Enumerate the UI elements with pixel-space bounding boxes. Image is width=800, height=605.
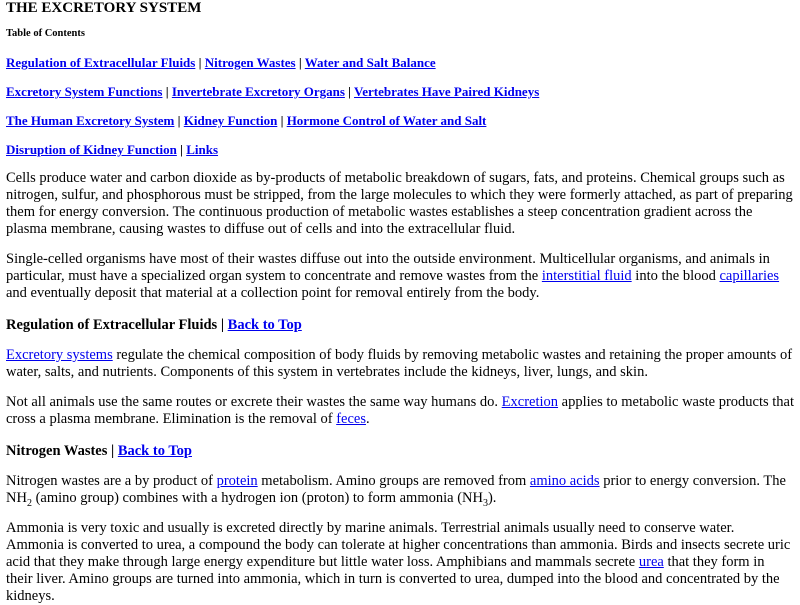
- toc-link-nitrogen[interactable]: Nitrogen Wastes: [204, 55, 296, 70]
- toc-line-3: The Human Excretory System | Kidney Function | Hormone Control of Water and Salt: [6, 113, 487, 128]
- toc-link-water-salt[interactable]: Water and Salt Balance: [304, 55, 436, 70]
- toc-link-human[interactable]: The Human Excretory System: [6, 113, 175, 128]
- nitrogen-paragraph-1: Nitrogen wastes are a by product of protein metabolism. Amino groups are removed from amino acids prior to energy conversion. The $NH_2$ (amino group) combines with a hydrogen ion (proton) to form ammonia $(NH_3)$.: [6, 473, 786, 509]
- toc-link-invertebrate[interactable]: Invertebrate Excretory Organs: [171, 84, 345, 99]
- toc-link-hormone[interactable]: Hormone Control of Water and Salt: [286, 113, 487, 128]
- urea-link[interactable]: urea: [638, 554, 664, 570]
- toc-heading: Table of Contents: [6, 28, 85, 39]
- toc-line-1: Regulation of Extracellular Fluids | Nitrogen Wastes | Water and Salt Balance: [6, 55, 436, 70]
- back-to-top-link[interactable]: Back to Top: [117, 443, 192, 459]
- intro-paragraph-2: Single-celled organisms have most of their wastes diffuse out into the outside environment. Multicellular organisms, and animals in particular, must have a specialized organ system to concentrate and remove wastes from the interstitial fluid into the blood capillaries and eventually deposit that material at a collection point for removal entirely from the body.: [6, 251, 780, 301]
- intro-paragraph-1: Cells produce water and carbon dioxide as by-products of metabolic breakdown of sugars, fats, and proteins. Chemical groups such as nitrogen, sulfur, and phosphorous must be stripped, from the large molecules to which they were formerly attached, as part of preparing them for energy conversion. The continuous production of metabolic wastes establishes a steep concentration gradient across the plasma membrane, causing wastes to diffuse out of cells and into the extracellular fluid.: [6, 170, 793, 237]
- toc-link-regulation[interactable]: Regulation of Extracellular Fluids: [6, 55, 196, 70]
- toc-link-vertebrates[interactable]: Vertebrates Have Paired Kidneys: [354, 84, 540, 99]
- toc-line-4: Disruption of Kidney Function | Links: [6, 142, 219, 157]
- toc-link-functions[interactable]: Excretory System Functions: [6, 84, 163, 99]
- page-title: THE EXCRETORY SYSTEM: [6, 0, 202, 16]
- regulation-paragraph-1: Excretory systems regulate the chemical composition of body fluids by removing metabolic wastes and retaining the proper amounts of water, salts, and nutrients. Components of this system in vertebrates include the kidneys, liver, lungs, and skin.: [6, 347, 793, 380]
- section-heading-regulation: Regulation of Extracellular Fluids | Back to Top: [6, 317, 302, 333]
- back-to-top-link[interactable]: Back to Top: [227, 317, 302, 333]
- section-heading-nitrogen: Nitrogen Wastes | Back to Top: [6, 443, 192, 459]
- excretory-systems-link[interactable]: Excretory systems: [6, 347, 113, 363]
- nitrogen-paragraph-2: Ammonia is very toxic and usually is excreted directly by marine animals. Terrestrial animals usually need to conserve water. Ammonia is converted to urea, a compound the body can tolerate at higher concentrations than ammonia. Birds and insects secrete uric acid that they make through large energy expenditure but little water loss. Amphibians and mammals secrete urea that they form in their liver. Amino groups are turned into ammonia, which in turn is converted to urea, dumped into the blood and concentrated by the kidneys.: [6, 520, 791, 604]
- toc-line-2: Excretory System Functions | Invertebrate Excretory Organs | Vertebrates Have Paired Kidneys: [6, 84, 540, 99]
- toc-link-disruption[interactable]: Disruption of Kidney Function: [6, 142, 177, 157]
- feces-link[interactable]: feces: [336, 411, 366, 427]
- capillaries-link[interactable]: capillaries: [719, 268, 780, 284]
- regulation-paragraph-2: Not all animals use the same routes or excrete their wastes the same way humans do. Excretion applies to metabolic waste products that cross a plasma membrane. Elimination is the removal of feces.: [6, 394, 795, 427]
- protein-link[interactable]: protein: [216, 473, 258, 489]
- toc-link-kidney-function[interactable]: Kidney Function: [183, 113, 278, 128]
- excretion-link[interactable]: Excretion: [501, 394, 559, 410]
- amino-acids-link[interactable]: amino acids: [529, 473, 600, 489]
- toc-link-links[interactable]: Links: [186, 142, 219, 157]
- interstitial-fluid-link[interactable]: interstitial fluid: [541, 268, 632, 284]
